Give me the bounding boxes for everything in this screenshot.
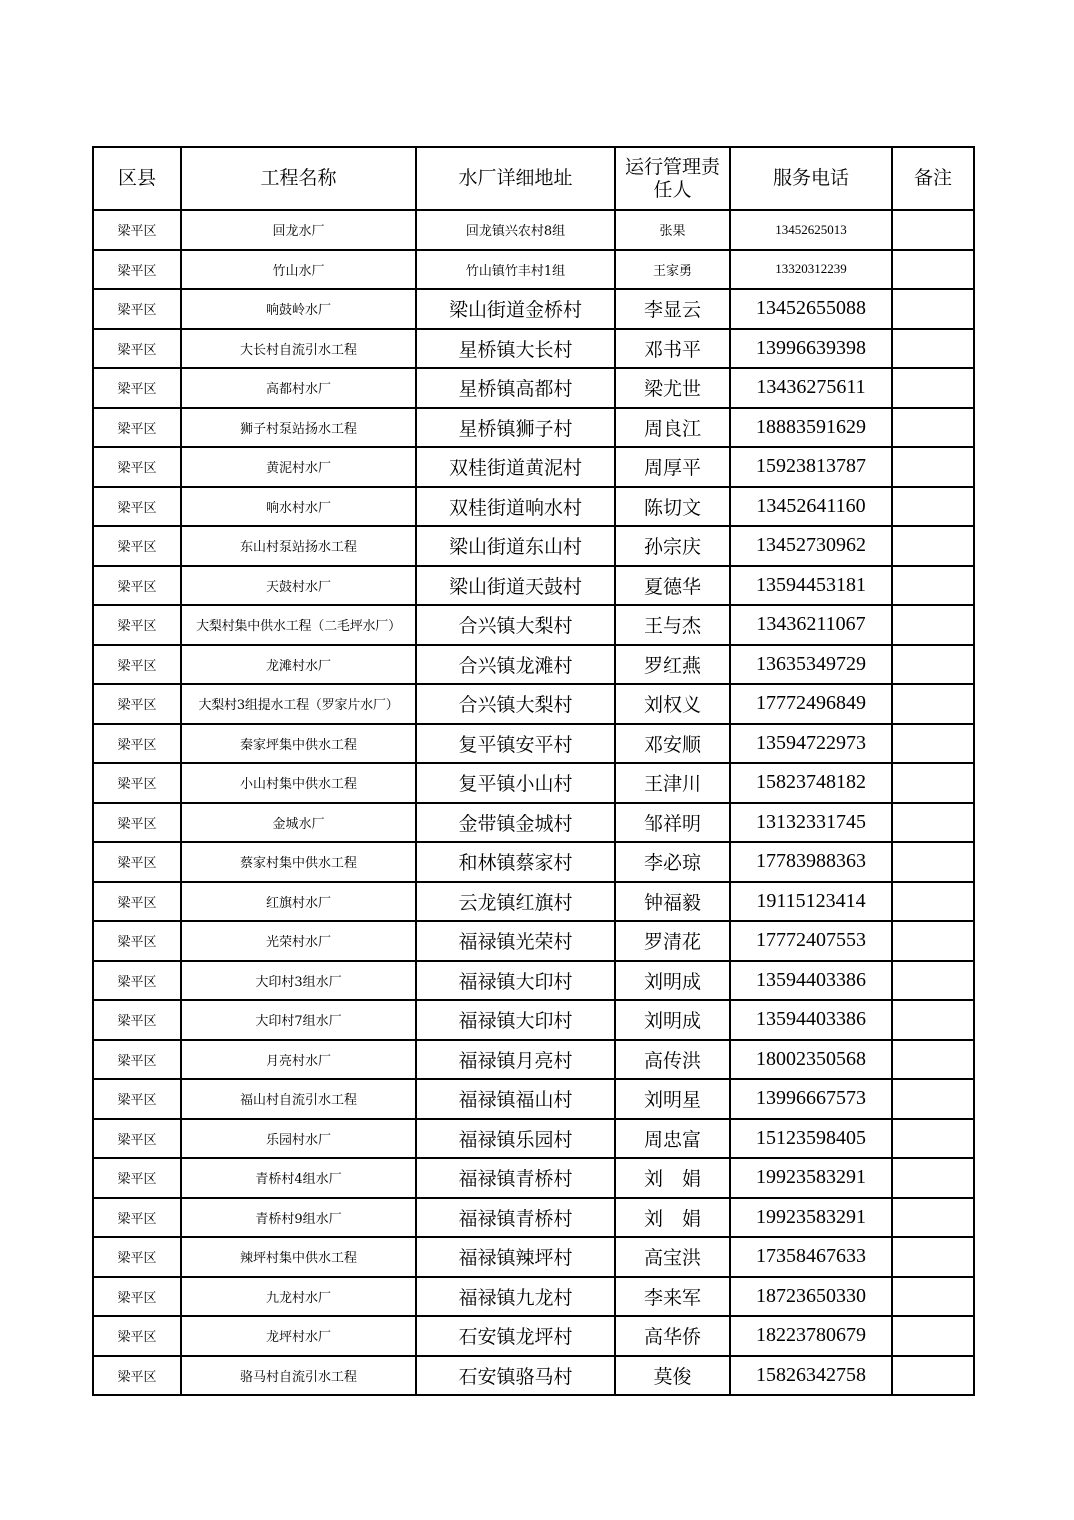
- project-cell: 东山村泵站扬水工程: [181, 526, 416, 566]
- district-cell: 梁平区: [93, 210, 181, 250]
- district-cell: 梁平区: [93, 1237, 181, 1277]
- table-row: [93, 289, 974, 329]
- note-cell: [892, 289, 974, 329]
- manager-cell: 钟福毅: [615, 882, 730, 922]
- project-cell: 红旗村水厂: [181, 882, 416, 922]
- table-row: [93, 921, 974, 961]
- note-cell: [892, 961, 974, 1001]
- note-cell: [892, 1040, 974, 1080]
- phone-cell: 15123598405: [730, 1119, 892, 1159]
- manager-cell: 高传洪: [615, 1040, 730, 1080]
- table-row: [93, 605, 974, 645]
- project-cell: 响鼓岭水厂: [181, 289, 416, 329]
- manager-cell: 李显云: [615, 289, 730, 329]
- district-cell: 梁平区: [93, 803, 181, 843]
- phone-cell: 15923813787: [730, 447, 892, 487]
- district-cell: 梁平区: [93, 1356, 181, 1396]
- manager-cell: 邹祥明: [615, 803, 730, 843]
- district-cell: 梁平区: [93, 882, 181, 922]
- district-cell: 梁平区: [93, 566, 181, 606]
- note-cell: [892, 487, 974, 527]
- project-cell: 乐园村水厂: [181, 1119, 416, 1159]
- note-cell: [892, 250, 974, 290]
- note-cell: [892, 763, 974, 803]
- phone-cell: 13436275611: [730, 368, 892, 408]
- manager-cell: 刘明成: [615, 961, 730, 1001]
- phone-cell: 13452641160: [730, 487, 892, 527]
- table-row: [93, 1000, 974, 1040]
- address-cell: 合兴镇大梨村: [416, 605, 615, 645]
- manager-cell: 刘明成: [615, 1000, 730, 1040]
- project-cell: 响水村水厂: [181, 487, 416, 527]
- address-cell: 复平镇小山村: [416, 763, 615, 803]
- table-row: [93, 210, 974, 250]
- table-row: [93, 1040, 974, 1080]
- header-district: 区县: [93, 147, 181, 210]
- district-cell: 梁平区: [93, 763, 181, 803]
- note-cell: [892, 605, 974, 645]
- table-row: [93, 487, 974, 527]
- address-cell: 福禄镇月亮村: [416, 1040, 615, 1080]
- phone-cell: 18723650330: [730, 1277, 892, 1317]
- project-cell: 竹山水厂: [181, 250, 416, 290]
- address-cell: 星桥镇大长村: [416, 329, 615, 369]
- table-row: [93, 408, 974, 448]
- water-plant-table: [92, 146, 975, 1396]
- project-cell: 大梨村3组提水工程（罗家片水厂）: [181, 684, 416, 724]
- address-cell: 合兴镇大梨村: [416, 684, 615, 724]
- table-row: [93, 329, 974, 369]
- manager-cell: 夏德华: [615, 566, 730, 606]
- phone-cell: 13594453181: [730, 566, 892, 606]
- manager-cell: 李必琼: [615, 842, 730, 882]
- manager-cell: 王家勇: [615, 250, 730, 290]
- district-cell: 梁平区: [93, 961, 181, 1001]
- note-cell: [892, 684, 974, 724]
- manager-cell: 梁尤世: [615, 368, 730, 408]
- manager-cell: 罗红燕: [615, 645, 730, 685]
- note-cell: [892, 882, 974, 922]
- phone-cell: 19115123414: [730, 882, 892, 922]
- note-cell: [892, 408, 974, 448]
- district-cell: 梁平区: [93, 921, 181, 961]
- note-cell: [892, 1119, 974, 1159]
- note-cell: [892, 526, 974, 566]
- district-cell: 梁平区: [93, 289, 181, 329]
- manager-cell: 陈切文: [615, 487, 730, 527]
- district-cell: 梁平区: [93, 645, 181, 685]
- district-cell: 梁平区: [93, 329, 181, 369]
- table-row: [93, 1356, 974, 1396]
- project-cell: 龙滩村水厂: [181, 645, 416, 685]
- note-cell: [892, 1079, 974, 1119]
- address-cell: 福禄镇福山村: [416, 1079, 615, 1119]
- note-cell: [892, 1000, 974, 1040]
- address-cell: 竹山镇竹丰村1组: [416, 250, 615, 290]
- manager-cell: 邓书平: [615, 329, 730, 369]
- table-row: [93, 763, 974, 803]
- project-cell: 金城水厂: [181, 803, 416, 843]
- phone-cell: 13594403386: [730, 961, 892, 1001]
- table-row: [93, 1158, 974, 1198]
- address-cell: 星桥镇高都村: [416, 368, 615, 408]
- note-cell: [892, 1356, 974, 1396]
- phone-cell: 19923583291: [730, 1198, 892, 1238]
- note-cell: [892, 1237, 974, 1277]
- table-row: [93, 842, 974, 882]
- phone-cell: 18002350568: [730, 1040, 892, 1080]
- manager-cell: 周厚平: [615, 447, 730, 487]
- table-row: [93, 1277, 974, 1317]
- manager-cell: 高华侨: [615, 1316, 730, 1356]
- project-cell: 大印村7组水厂: [181, 1000, 416, 1040]
- project-cell: 天鼓村水厂: [181, 566, 416, 606]
- address-cell: 福禄镇九龙村: [416, 1277, 615, 1317]
- address-cell: 福禄镇大印村: [416, 961, 615, 1001]
- project-cell: 月亮村水厂: [181, 1040, 416, 1080]
- phone-cell: 19923583291: [730, 1158, 892, 1198]
- phone-cell: 13594722973: [730, 724, 892, 764]
- header-phone: 服务电话: [730, 147, 892, 210]
- project-cell: 大长村自流引水工程: [181, 329, 416, 369]
- manager-cell: 刘权义: [615, 684, 730, 724]
- note-cell: [892, 368, 974, 408]
- table-row: [93, 250, 974, 290]
- address-cell: 梁山街道金桥村: [416, 289, 615, 329]
- table-body: [93, 210, 974, 1395]
- manager-cell: 张果: [615, 210, 730, 250]
- address-cell: 云龙镇红旗村: [416, 882, 615, 922]
- project-cell: 福山村自流引水工程: [181, 1079, 416, 1119]
- project-cell: 高都村水厂: [181, 368, 416, 408]
- table-row: [93, 526, 974, 566]
- district-cell: 梁平区: [93, 605, 181, 645]
- manager-cell: 莫俊: [615, 1356, 730, 1396]
- table-row: [93, 368, 974, 408]
- header-project: 工程名称: [181, 147, 416, 210]
- table-row: [93, 1237, 974, 1277]
- project-cell: 狮子村泵站扬水工程: [181, 408, 416, 448]
- address-cell: 双桂街道黄泥村: [416, 447, 615, 487]
- note-cell: [892, 210, 974, 250]
- project-cell: 九龙村水厂: [181, 1277, 416, 1317]
- project-cell: 龙坪村水厂: [181, 1316, 416, 1356]
- district-cell: 梁平区: [93, 724, 181, 764]
- table-row: [93, 803, 974, 843]
- manager-cell: 李来军: [615, 1277, 730, 1317]
- address-cell: 回龙镇兴农村8组: [416, 210, 615, 250]
- phone-cell: 13594403386: [730, 1000, 892, 1040]
- address-cell: 福禄镇青桥村: [416, 1158, 615, 1198]
- manager-cell: 王与杰: [615, 605, 730, 645]
- phone-cell: 18883591629: [730, 408, 892, 448]
- district-cell: 梁平区: [93, 447, 181, 487]
- district-cell: 梁平区: [93, 1198, 181, 1238]
- phone-cell: 18223780679: [730, 1316, 892, 1356]
- phone-cell: 13635349729: [730, 645, 892, 685]
- table-row: [93, 447, 974, 487]
- phone-cell: 13320312239: [730, 250, 892, 290]
- table-row: [93, 566, 974, 606]
- phone-cell: 17358467633: [730, 1237, 892, 1277]
- note-cell: [892, 1316, 974, 1356]
- note-cell: [892, 447, 974, 487]
- district-cell: 梁平区: [93, 1079, 181, 1119]
- note-cell: [892, 329, 974, 369]
- note-cell: [892, 921, 974, 961]
- phone-cell: 17783988363: [730, 842, 892, 882]
- phone-cell: 13996639398: [730, 329, 892, 369]
- note-cell: [892, 803, 974, 843]
- district-cell: 梁平区: [93, 250, 181, 290]
- project-cell: 青桥村4组水厂: [181, 1158, 416, 1198]
- address-cell: 梁山街道东山村: [416, 526, 615, 566]
- address-cell: 金带镇金城村: [416, 803, 615, 843]
- manager-cell: 周忠富: [615, 1119, 730, 1159]
- district-cell: 梁平区: [93, 526, 181, 566]
- project-cell: 回龙水厂: [181, 210, 416, 250]
- address-cell: 石安镇骆马村: [416, 1356, 615, 1396]
- table-row: [93, 1316, 974, 1356]
- district-cell: 梁平区: [93, 1316, 181, 1356]
- manager-cell: 刘明星: [615, 1079, 730, 1119]
- note-cell: [892, 645, 974, 685]
- project-cell: 骆马村自流引水工程: [181, 1356, 416, 1396]
- phone-cell: 13132331745: [730, 803, 892, 843]
- address-cell: 福禄镇光荣村: [416, 921, 615, 961]
- manager-cell: 刘 娟: [615, 1158, 730, 1198]
- district-cell: 梁平区: [93, 1277, 181, 1317]
- manager-cell: 邓安顺: [615, 724, 730, 764]
- header-manager: 运行管理责任人: [615, 147, 730, 210]
- address-cell: 福禄镇青桥村: [416, 1198, 615, 1238]
- table-row: [93, 1119, 974, 1159]
- manager-cell: 罗清花: [615, 921, 730, 961]
- district-cell: 梁平区: [93, 1040, 181, 1080]
- district-cell: 梁平区: [93, 487, 181, 527]
- note-cell: [892, 724, 974, 764]
- phone-cell: 13996667573: [730, 1079, 892, 1119]
- phone-cell: 13452655088: [730, 289, 892, 329]
- table-row: [93, 961, 974, 1001]
- table-row: [93, 1198, 974, 1238]
- address-cell: 石安镇龙坪村: [416, 1316, 615, 1356]
- manager-cell: 高宝洪: [615, 1237, 730, 1277]
- address-cell: 复平镇安平村: [416, 724, 615, 764]
- manager-cell: 刘 娟: [615, 1198, 730, 1238]
- note-cell: [892, 842, 974, 882]
- district-cell: 梁平区: [93, 408, 181, 448]
- header-row: [93, 147, 974, 210]
- project-cell: 小山村集中供水工程: [181, 763, 416, 803]
- address-cell: 和林镇蔡家村: [416, 842, 615, 882]
- project-cell: 光荣村水厂: [181, 921, 416, 961]
- project-cell: 秦家坪集中供水工程: [181, 724, 416, 764]
- address-cell: 福禄镇辣坪村: [416, 1237, 615, 1277]
- table-row: [93, 1079, 974, 1119]
- phone-cell: 13452730962: [730, 526, 892, 566]
- note-cell: [892, 1198, 974, 1238]
- address-cell: 福禄镇大印村: [416, 1000, 615, 1040]
- manager-cell: 孙宗庆: [615, 526, 730, 566]
- table-row: [93, 645, 974, 685]
- note-cell: [892, 1277, 974, 1317]
- phone-cell: 13436211067: [730, 605, 892, 645]
- table-row: [93, 724, 974, 764]
- manager-cell: 周良江: [615, 408, 730, 448]
- manager-cell: 王津川: [615, 763, 730, 803]
- address-cell: 双桂街道响水村: [416, 487, 615, 527]
- header-address: 水厂详细地址: [416, 147, 615, 210]
- address-cell: 梁山街道天鼓村: [416, 566, 615, 606]
- phone-cell: 15823748182: [730, 763, 892, 803]
- project-cell: 黄泥村水厂: [181, 447, 416, 487]
- district-cell: 梁平区: [93, 1158, 181, 1198]
- district-cell: 梁平区: [93, 684, 181, 724]
- project-cell: 辣坪村集中供水工程: [181, 1237, 416, 1277]
- phone-cell: 15826342758: [730, 1356, 892, 1396]
- header-note: 备注: [892, 147, 974, 210]
- project-cell: 蔡家村集中供水工程: [181, 842, 416, 882]
- note-cell: [892, 566, 974, 606]
- phone-cell: 13452625013: [730, 210, 892, 250]
- address-cell: 福禄镇乐园村: [416, 1119, 615, 1159]
- address-cell: 星桥镇狮子村: [416, 408, 615, 448]
- district-cell: 梁平区: [93, 1119, 181, 1159]
- district-cell: 梁平区: [93, 842, 181, 882]
- table-row: [93, 882, 974, 922]
- phone-cell: 17772407553: [730, 921, 892, 961]
- address-cell: 合兴镇龙滩村: [416, 645, 615, 685]
- project-cell: 大印村3组水厂: [181, 961, 416, 1001]
- project-cell: 大梨村集中供水工程（二毛坪水厂）: [181, 605, 416, 645]
- note-cell: [892, 1158, 974, 1198]
- phone-cell: 17772496849: [730, 684, 892, 724]
- district-cell: 梁平区: [93, 1000, 181, 1040]
- table-row: [93, 684, 974, 724]
- district-cell: 梁平区: [93, 368, 181, 408]
- project-cell: 青桥村9组水厂: [181, 1198, 416, 1238]
